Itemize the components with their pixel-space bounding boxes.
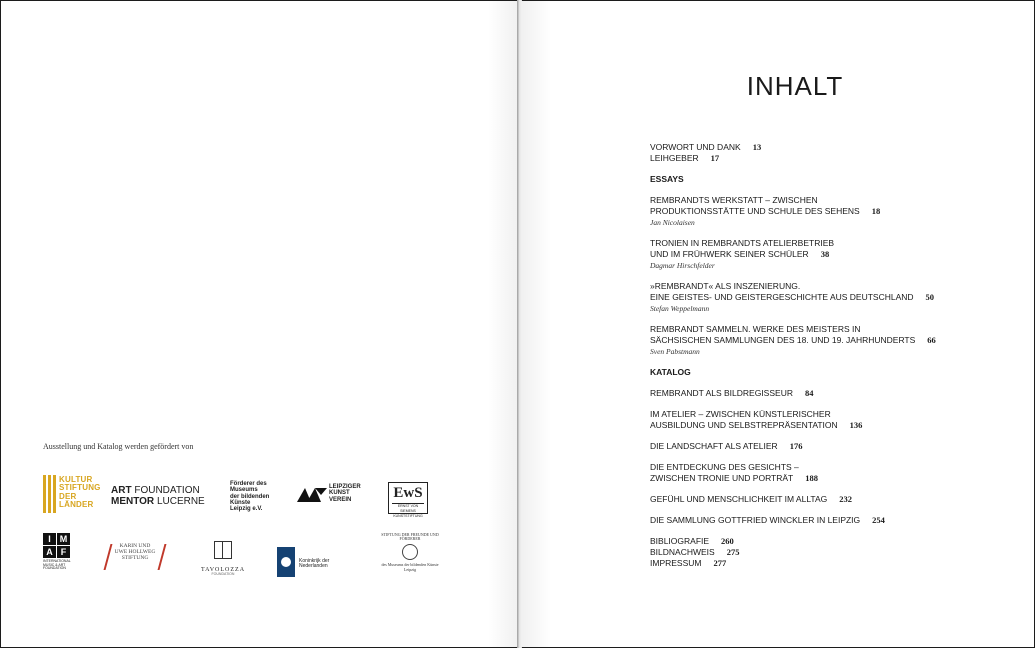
toc-katalog-entry bbox=[650, 462, 970, 484]
toc-essay-entry bbox=[650, 195, 970, 228]
section-heading-katalog: KATALOG bbox=[650, 367, 691, 377]
foerderer-logo bbox=[230, 481, 272, 512]
imaf-letter: A bbox=[43, 546, 56, 558]
karin-line: KARIN UND bbox=[119, 543, 151, 549]
art-word: ART bbox=[111, 485, 132, 496]
toc-page-number: 66 bbox=[927, 335, 936, 345]
imaf-caption: INTERNATIONAL MUSIC & ART FOUNDATION bbox=[43, 559, 71, 571]
mentor-word: MENTOR bbox=[111, 495, 155, 507]
tavolozza-tag: FOUNDATION bbox=[211, 572, 235, 577]
sponsor-intro: Ausstellung und Katalog werden gefördert von bbox=[43, 442, 194, 451]
toc-title: INHALT bbox=[746, 71, 844, 101]
section-heading-essays: ESSAYS bbox=[650, 174, 684, 184]
imaf-letter: I bbox=[43, 533, 56, 545]
crest-icon bbox=[281, 557, 291, 567]
stiftung-bottom-text: des Museums der bildenden Künste Leipzig bbox=[381, 562, 439, 572]
toc-page-number: 18 bbox=[871, 206, 881, 216]
stiftung-top-text: STIFTUNG DER FREUNDE UND FÖRDERER bbox=[381, 532, 439, 542]
toc-entry-title: BIBLIOGRAFIE bbox=[650, 536, 710, 546]
karin-line: STIFTUNG bbox=[121, 554, 149, 561]
karin-line: UWE HOLLWEG bbox=[114, 548, 156, 555]
toc-author: Dagmar Hirschfelder bbox=[650, 261, 715, 270]
ems-caption: ERNST VON SIEMENS KUNSTSTIFTUNG bbox=[393, 504, 423, 518]
toc-front-group bbox=[650, 142, 970, 164]
table-of-contents bbox=[650, 142, 970, 579]
toc-author: Sven Pabstmann bbox=[650, 347, 700, 356]
foundation-word: FOUNDATION bbox=[134, 485, 200, 496]
toc-katalog-entry bbox=[650, 388, 970, 399]
toc-entry-title: IMPRESSUM bbox=[650, 558, 702, 568]
toc-page-number: 275 bbox=[726, 547, 740, 557]
imaf-letter: M bbox=[57, 533, 70, 545]
lkv-line: LEIPZIGER bbox=[329, 484, 361, 490]
toc-entry bbox=[650, 153, 970, 164]
toc-page-number: 176 bbox=[789, 441, 803, 451]
toc-page-number: 254 bbox=[872, 515, 885, 525]
toc-entry-title: ZWISCHEN TRONIE UND PORTRÄT bbox=[650, 473, 794, 483]
imaf-letter: F bbox=[57, 546, 70, 558]
toc-author: Stefan Weppelmann bbox=[650, 304, 710, 313]
toc-entry-title: VORWORT UND DANK bbox=[650, 142, 741, 152]
art-mentor-logo bbox=[111, 486, 205, 507]
gutter-shadow-left bbox=[488, 1, 518, 647]
toc-entry-title: REMBRANDTS WERKSTATT – ZWISCHEN bbox=[650, 195, 818, 205]
tavolozza-logo bbox=[200, 541, 246, 577]
toc-katalog-entry bbox=[650, 515, 970, 526]
right-page bbox=[521, 1, 1034, 647]
toc-entry-title: EINE GEISTES- UND GEISTERGESCHICHTE AUS DEUTSCHLAND bbox=[650, 292, 914, 302]
netherlands-logo bbox=[277, 547, 357, 577]
kultur-line: DER bbox=[59, 491, 77, 501]
toc-entry-title: DIE SAMMLUNG GOTTFRIED WINCKLER IN LEIPZIG bbox=[650, 515, 861, 525]
stiftung-freunde-logo bbox=[375, 533, 445, 572]
toc-entry-title: DIE ENTDECKUNG DES GESICHTS – bbox=[650, 462, 799, 472]
toc-entry-title: SÄCHSISCHEN SAMMLUNGEN DES 18. UND 19. JAHRHUNDERTS bbox=[650, 335, 916, 345]
toc-entry bbox=[650, 547, 970, 558]
toc-page-number: 84 bbox=[804, 388, 814, 398]
foerderer-line: Museums bbox=[230, 487, 258, 494]
left-page bbox=[1, 1, 518, 647]
kulturstiftung-bars-icon bbox=[43, 475, 57, 513]
toc-entry-title: UND IM FRÜHWERK SEINER SCHÜLER bbox=[650, 249, 809, 259]
leipziger-kunstverein-logo bbox=[297, 484, 367, 510]
toc-page-number: 136 bbox=[849, 420, 863, 430]
netherlands-crest-box bbox=[277, 547, 295, 577]
toc-back-group bbox=[650, 536, 970, 569]
tavolozza-name: TAVOLOZZA bbox=[200, 567, 246, 573]
toc-essay-entry bbox=[650, 238, 970, 271]
foerderer-line: der bildenden bbox=[230, 493, 270, 500]
foerderer-line: Förderer des bbox=[230, 481, 267, 487]
ems-monogram: EwS bbox=[393, 485, 423, 501]
toc-katalog-entry bbox=[650, 409, 970, 431]
toc-entry-title: BILDNACHWEIS bbox=[650, 547, 715, 557]
toc-page-number: 188 bbox=[805, 473, 818, 483]
lkv-line: VEREIN bbox=[329, 496, 352, 503]
toc-katalog-entry bbox=[650, 441, 970, 452]
netherlands-name: Koninkrijk der Nederlanden bbox=[299, 558, 330, 570]
toc-entry bbox=[650, 536, 970, 547]
toc-page-number: 17 bbox=[710, 153, 720, 163]
toc-page-number: 232 bbox=[839, 494, 853, 504]
toc-essay-entry bbox=[650, 324, 970, 357]
toc-entry bbox=[650, 142, 970, 153]
kulturstiftung-logo bbox=[43, 475, 103, 515]
toc-page-number: 13 bbox=[752, 142, 762, 152]
toc-page-number: 260 bbox=[721, 536, 734, 546]
tavolozza-emblem-icon bbox=[214, 541, 232, 559]
ernst-von-siemens-logo bbox=[388, 482, 428, 518]
hollweg-stiftung-logo bbox=[105, 544, 165, 570]
toc-entry-title: PRODUKTIONSSTÄTTE UND SCHULE DES SEHENS bbox=[650, 206, 860, 216]
toc-katalog-entry bbox=[650, 494, 970, 505]
lkv-line: KUNST bbox=[329, 490, 350, 497]
toc-entry-title: »REMBRANDT« ALS INSZENIERUNG. bbox=[650, 281, 801, 291]
toc-author: Jan Nicolaisen bbox=[650, 218, 695, 227]
seal-icon bbox=[402, 544, 418, 560]
kultur-line: KULTUR bbox=[59, 475, 93, 484]
foerderer-line: Leipzig e.V. bbox=[230, 506, 263, 513]
toc-entry-title: AUSBILDUNG UND SELBSTREPRÄSENTATION bbox=[650, 420, 838, 430]
toc-page-number: 277 bbox=[713, 558, 727, 568]
foerderer-line: Künste bbox=[230, 499, 251, 506]
toc-entry-title: IM ATELIER – ZWISCHEN KÜNSTLERISCHER bbox=[650, 409, 831, 419]
toc-page-number: 50 bbox=[925, 292, 935, 302]
toc-entry-title: REMBRANDT SAMMELN. WERKE DES MEISTERS IN bbox=[650, 324, 861, 334]
kultur-line: STIFTUNG bbox=[59, 483, 101, 493]
toc-entry-title: REMBRANDT ALS BILDREGISSEUR bbox=[650, 388, 793, 398]
toc-essay-entry bbox=[650, 281, 970, 314]
imaf-logo bbox=[43, 533, 71, 577]
toc-entry-title: DIE LANDSCHAFT ALS ATELIER bbox=[650, 441, 778, 451]
toc-entry bbox=[650, 558, 970, 569]
toc-entry-title: GEFÜHL UND MENSCHLICHKEIT IM ALLTAG bbox=[650, 494, 828, 504]
toc-entry-title: LEIHGEBER bbox=[650, 153, 699, 163]
lucerne-word: LUCERNE bbox=[156, 495, 205, 507]
toc-page-number: 38 bbox=[820, 249, 830, 259]
toc-entry-title: TRONIEN IN REMBRANDTS ATELIERBETRIEB bbox=[650, 238, 835, 248]
kunstverein-mark-icon bbox=[297, 486, 327, 502]
kultur-line: LÄNDER bbox=[59, 500, 94, 510]
